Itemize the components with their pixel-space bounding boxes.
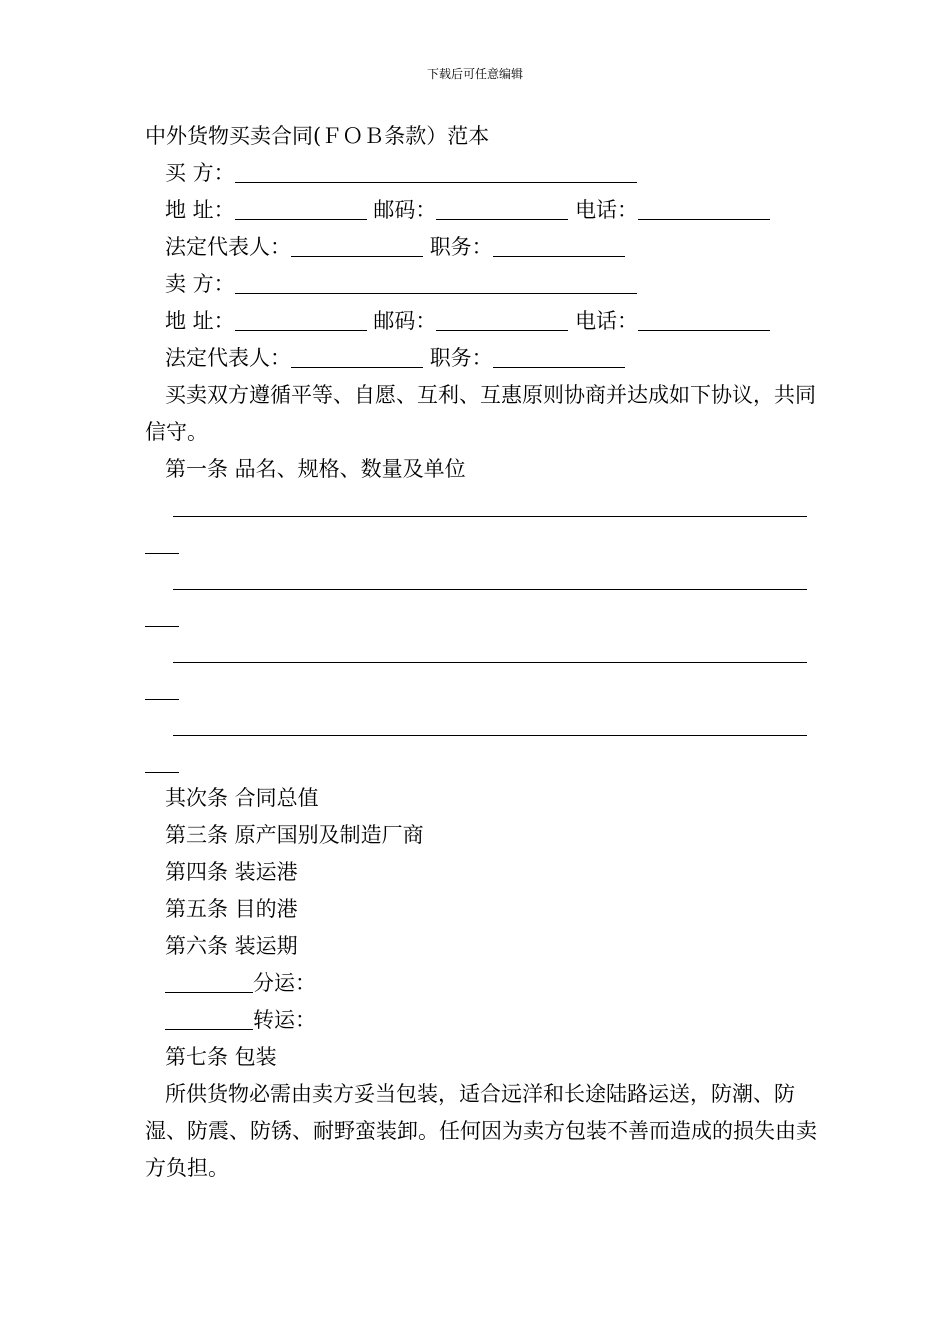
seller-phone-label: 电话： xyxy=(575,309,639,333)
seller-postcode-label: 邮码： xyxy=(373,309,437,333)
buyer-label: 买 方： xyxy=(165,161,235,185)
article-7-heading: 第七条 包装 xyxy=(165,1045,277,1069)
product-spec-line-4[interactable] xyxy=(145,707,835,780)
seller-address-label: 地 址： xyxy=(165,309,235,333)
packing-paragraph: 所供货物必需由卖方妥当包装，适合远洋和长途陆路运送，防潮、防湿、防震、防锈、耐野蛮装卸。任何因为卖方包装不善而造成的损失由卖方负担。 xyxy=(145,1082,817,1180)
seller-address-field[interactable] xyxy=(235,308,367,331)
buyer-phone-label: 电话： xyxy=(575,198,639,222)
fill-rule xyxy=(173,735,807,736)
buyer-row xyxy=(145,155,835,192)
article-6-heading: 第六条 装运期 xyxy=(165,934,298,958)
article-1-heading: 第一条 品名、规格、数量及单位 xyxy=(165,457,466,481)
fill-rule xyxy=(173,662,807,663)
seller-position-label: 职务： xyxy=(429,346,493,370)
seller-position-field[interactable] xyxy=(493,345,625,368)
transshipment-row xyxy=(145,1002,835,1039)
buyer-name-field[interactable] xyxy=(235,160,637,183)
buyer-address-label: 地 址： xyxy=(165,198,235,222)
buyer-position-field[interactable] xyxy=(493,234,625,257)
article-3-heading: 第三条 原产国别及制造厂商 xyxy=(165,823,424,847)
buyer-rep-row xyxy=(145,229,835,266)
article-5-heading: 第五条 目的港 xyxy=(165,897,298,921)
article-2-heading: 其次条 合同总值 xyxy=(165,786,319,810)
fill-rule-tail xyxy=(145,626,179,627)
fill-rule xyxy=(173,516,807,517)
seller-phone-field[interactable] xyxy=(638,308,770,331)
product-spec-line-3[interactable] xyxy=(145,634,835,707)
buyer-rep-field[interactable] xyxy=(291,234,423,257)
buyer-rep-label: 法定代表人： xyxy=(165,235,291,259)
seller-rep-field[interactable] xyxy=(291,345,423,368)
buyer-address-row xyxy=(145,192,835,229)
seller-row xyxy=(145,266,835,303)
partial-shipment-label: 分运： xyxy=(253,971,316,995)
partial-shipment-field[interactable] xyxy=(165,970,253,993)
seller-postcode-field[interactable] xyxy=(436,308,568,331)
contract-document xyxy=(145,118,835,1187)
partial-shipment-row xyxy=(145,965,835,1002)
buyer-postcode-label: 邮码： xyxy=(373,198,437,222)
contract-title: 中外货物买卖合同(ＦＯＢ条款）范本 xyxy=(145,124,490,148)
fill-rule xyxy=(173,589,807,590)
buyer-position-label: 职务： xyxy=(429,235,493,259)
seller-name-field[interactable] xyxy=(235,271,637,294)
page-header-note: 下载后可任意编辑 xyxy=(426,67,523,81)
article-4-heading: 第四条 装运港 xyxy=(165,860,298,884)
intro-paragraph: 买卖双方遵循平等、自愿、互利、互惠原则协商并达成如下协议，共同信守。 xyxy=(145,383,816,444)
seller-address-row xyxy=(145,303,835,340)
buyer-postcode-field[interactable] xyxy=(436,197,568,220)
transshipment-field[interactable] xyxy=(165,1007,253,1030)
seller-rep-row xyxy=(145,340,835,377)
product-spec-line-1[interactable] xyxy=(145,488,835,561)
product-spec-line-2[interactable] xyxy=(145,561,835,634)
fill-rule-tail xyxy=(145,772,179,773)
transshipment-label: 转运： xyxy=(253,1008,316,1032)
seller-rep-label: 法定代表人： xyxy=(165,346,291,370)
buyer-phone-field[interactable] xyxy=(638,197,770,220)
seller-label: 卖 方： xyxy=(165,272,235,296)
fill-rule-tail xyxy=(145,553,179,554)
fill-rule-tail xyxy=(145,699,179,700)
buyer-address-field[interactable] xyxy=(235,197,367,220)
